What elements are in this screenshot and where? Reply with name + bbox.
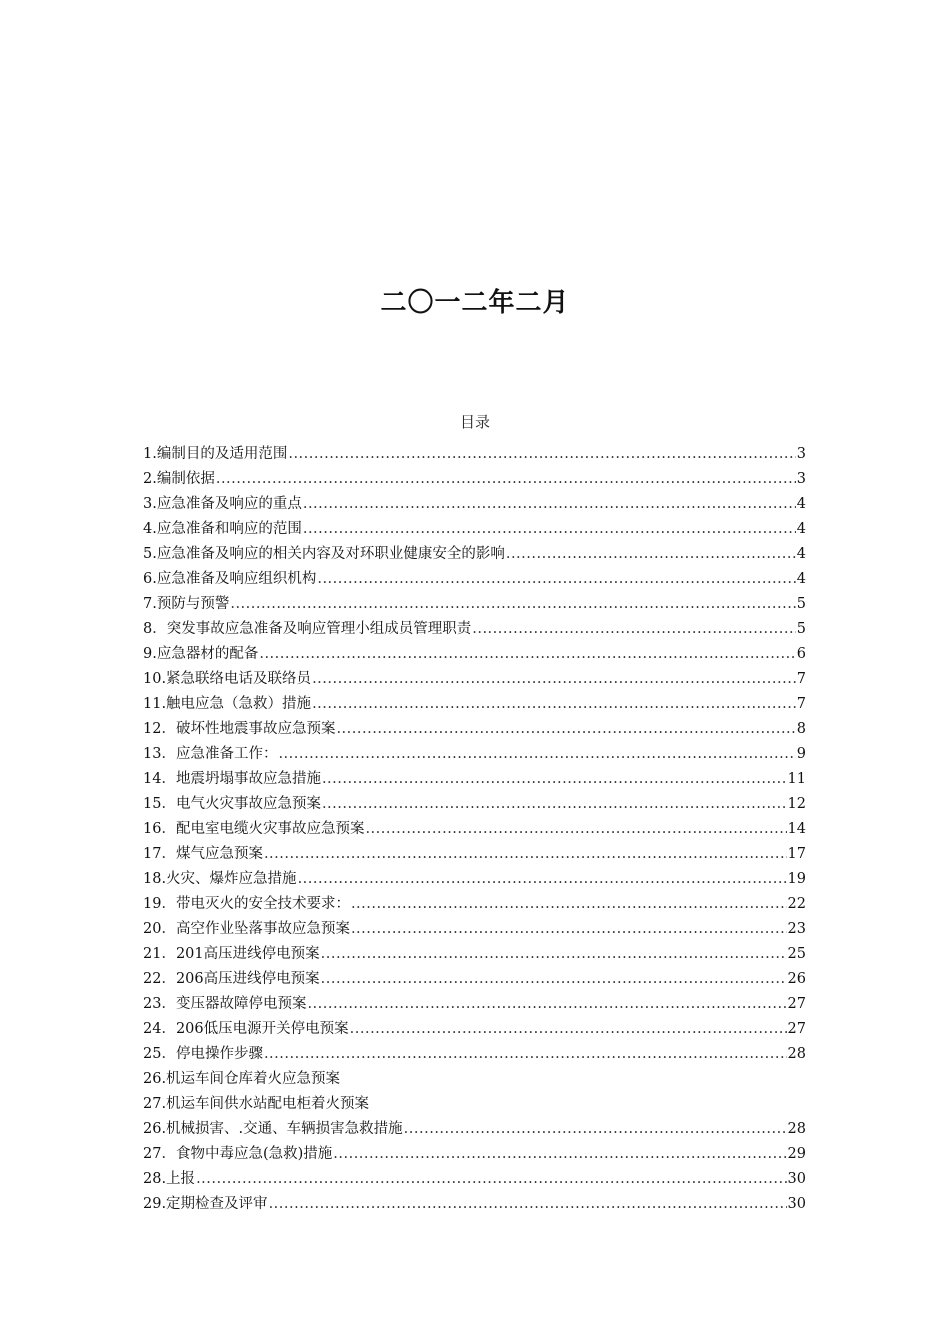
toc-entry-label: 5.应急准备及响应的相关内容及对环职业健康安全的影响 — [143, 546, 505, 562]
toc-entry-label: 15．电气火灾事故应急预案 — [143, 796, 321, 812]
toc-entry[interactable] — [143, 1092, 806, 1117]
toc-entry[interactable] — [143, 867, 806, 892]
toc-entry[interactable] — [143, 967, 806, 992]
toc-entry-page-number: 29 — [787, 1146, 806, 1162]
toc-leader-dots — [312, 692, 796, 717]
toc-title: 目录 — [459, 413, 490, 431]
toc-leader-dots — [336, 717, 795, 742]
toc-entry-page-number: 30 — [787, 1196, 806, 1212]
toc-entry-label: 8．突发事故应急准备及响应管理小组成员管理职责 — [143, 621, 472, 637]
toc-entry-page-number: 11 — [787, 771, 806, 787]
toc-entry-label: 21．201高压进线停电预案 — [143, 946, 320, 962]
toc-entry-page-number: 28 — [787, 1121, 806, 1137]
toc-leader-dots — [259, 642, 795, 667]
toc-entry-label: 13．应急准备工作： — [143, 746, 278, 762]
toc-entry-label: 2.编制依据 — [143, 471, 215, 487]
toc-entry[interactable] — [143, 792, 806, 817]
toc-entry-page-number: 26 — [787, 971, 806, 987]
toc-entry-page-number: 4 — [796, 571, 806, 587]
toc-entry-label: 6.应急准备及响应组织机构 — [143, 571, 317, 587]
toc-entry[interactable] — [143, 1142, 806, 1167]
toc-entry[interactable] — [143, 767, 806, 792]
toc-entry-label: 17．煤气应急预案 — [143, 846, 263, 862]
toc-entry[interactable] — [143, 542, 806, 567]
toc-entry[interactable] — [143, 567, 806, 592]
toc-entry-label: 3.应急准备及响应的重点 — [143, 496, 302, 512]
toc-entry-page-number: 6 — [796, 646, 806, 662]
toc-entry[interactable] — [143, 1017, 806, 1042]
toc-entry-page-number: 14 — [787, 821, 806, 837]
toc-entry[interactable] — [143, 1192, 806, 1217]
toc-entry-page-number: 30 — [787, 1171, 806, 1187]
toc-entry[interactable] — [143, 492, 806, 517]
toc-leader-dots — [350, 1017, 787, 1042]
toc-entry-label: 11.触电应急（急救）措施 — [143, 696, 312, 712]
toc-entry[interactable] — [143, 592, 806, 617]
toc-entry[interactable] — [143, 1042, 806, 1067]
toc-leader-dots — [351, 917, 787, 942]
toc-entry-page-number: 7 — [796, 671, 806, 687]
toc-leader-dots — [321, 967, 787, 992]
table-of-contents — [143, 442, 806, 1217]
toc-entry-page-number: 19 — [787, 871, 806, 887]
toc-entry[interactable] — [143, 642, 806, 667]
toc-entry-label: 4.应急准备和响应的范围 — [143, 521, 302, 537]
toc-entry[interactable] — [143, 467, 806, 492]
toc-entry[interactable] — [143, 942, 806, 967]
toc-leader-dots — [269, 1192, 787, 1217]
toc-entry-label: 18.火灾、爆炸应急措施 — [143, 871, 297, 887]
toc-entry-page-number: 17 — [787, 846, 806, 862]
toc-entry-page-number: 9 — [796, 746, 806, 762]
toc-entry[interactable] — [143, 517, 806, 542]
toc-entry[interactable] — [143, 442, 806, 467]
toc-entry-label: 16．配电室电缆火灾事故应急预案 — [143, 821, 365, 837]
toc-entry-label: 23．变压器故障停电预案 — [143, 996, 307, 1012]
toc-entry[interactable] — [143, 842, 806, 867]
toc-leader-dots — [216, 467, 796, 492]
toc-leader-dots — [472, 617, 796, 642]
toc-entry-page-number: 4 — [796, 496, 806, 512]
date-heading: 二〇一二年二月 — [380, 288, 570, 318]
toc-entry-label: 27．食物中毒应急(急救)措施 — [143, 1146, 333, 1162]
toc-leader-dots — [351, 892, 787, 917]
toc-entry-page-number: 7 — [796, 696, 806, 712]
toc-entry[interactable] — [143, 892, 806, 917]
toc-entry[interactable] — [143, 1067, 806, 1092]
toc-entry-page-number: 3 — [796, 471, 806, 487]
toc-leader-dots — [264, 842, 787, 867]
toc-leader-dots — [303, 517, 796, 542]
toc-entry[interactable] — [143, 742, 806, 767]
toc-entry-label: 24．206低压电源开关停电预案 — [143, 1021, 349, 1037]
toc-entry-page-number: 28 — [787, 1046, 806, 1062]
toc-entry-page-number: 5 — [796, 621, 806, 637]
toc-entry-label: 20．高空作业坠落事故应急预案 — [143, 921, 350, 937]
toc-leader-dots — [404, 1117, 787, 1142]
toc-entry-page-number: 8 — [796, 721, 806, 737]
toc-leader-dots — [333, 1142, 786, 1167]
toc-entry[interactable] — [143, 917, 806, 942]
toc-entry[interactable] — [143, 667, 806, 692]
toc-entry-label: 1.编制目的及适用范围 — [143, 446, 288, 462]
toc-entry-label: 29.定期检查及评审 — [143, 1196, 268, 1212]
toc-entry-label: 9.应急器材的配备 — [143, 646, 259, 662]
toc-entry-page-number: 22 — [787, 896, 806, 912]
toc-entry[interactable] — [143, 692, 806, 717]
toc-leader-dots — [303, 492, 796, 517]
toc-entry-page-number: 12 — [787, 796, 806, 812]
toc-entry-page-number: 27 — [787, 1021, 806, 1037]
toc-leader-dots — [278, 742, 795, 767]
toc-entry-page-number: 5 — [796, 596, 806, 612]
toc-leader-dots — [196, 1167, 786, 1192]
toc-leader-dots — [321, 942, 787, 967]
toc-leader-dots — [365, 817, 786, 842]
toc-entry[interactable] — [143, 717, 806, 742]
toc-entry[interactable] — [143, 992, 806, 1017]
toc-entry-label: 26.机械损害、.交通、车辆损害急救措施 — [143, 1121, 403, 1137]
toc-entry[interactable] — [143, 1117, 806, 1142]
toc-entry-label: 7.预防与预警 — [143, 596, 230, 612]
toc-entry-page-number: 4 — [796, 546, 806, 562]
toc-leader-dots — [230, 592, 795, 617]
toc-leader-dots — [288, 442, 795, 467]
toc-entry-page-number: 23 — [787, 921, 806, 937]
toc-entry[interactable] — [143, 1167, 806, 1192]
toc-entry-label: 26.机运车间仓库着火应急预案 — [143, 1071, 341, 1087]
toc-entry-page-number: 3 — [796, 446, 806, 462]
toc-entry-label: 27.机运车间供水站配电柜着火预案 — [143, 1096, 370, 1112]
toc-entry-page-number: 25 — [787, 946, 806, 962]
toc-entry-page-number: 4 — [796, 521, 806, 537]
toc-entry-page-number: 27 — [787, 996, 806, 1012]
toc-leader-dots — [322, 792, 787, 817]
toc-leader-dots — [264, 1042, 787, 1067]
toc-entry-label: 25．停电操作步骤 — [143, 1046, 263, 1062]
toc-entry-label: 12．破坏性地震事故应急预案 — [143, 721, 336, 737]
toc-leader-dots — [298, 867, 787, 892]
toc-entry[interactable] — [143, 617, 806, 642]
toc-entry-label: 19．带电灭火的安全技术要求： — [143, 896, 350, 912]
toc-entry-label: 14．地震坍塌事故应急措施 — [143, 771, 321, 787]
toc-leader-dots — [506, 542, 796, 567]
toc-leader-dots — [322, 767, 787, 792]
toc-entry-label: 10.紧急联络电话及联络员 — [143, 671, 312, 687]
toc-leader-dots — [312, 667, 796, 692]
toc-entry-label: 22．206高压进线停电预案 — [143, 971, 320, 987]
toc-entry-label: 28.上报 — [143, 1171, 196, 1187]
toc-leader-dots — [317, 567, 795, 592]
toc-entry[interactable] — [143, 817, 806, 842]
toc-leader-dots — [307, 992, 786, 1017]
